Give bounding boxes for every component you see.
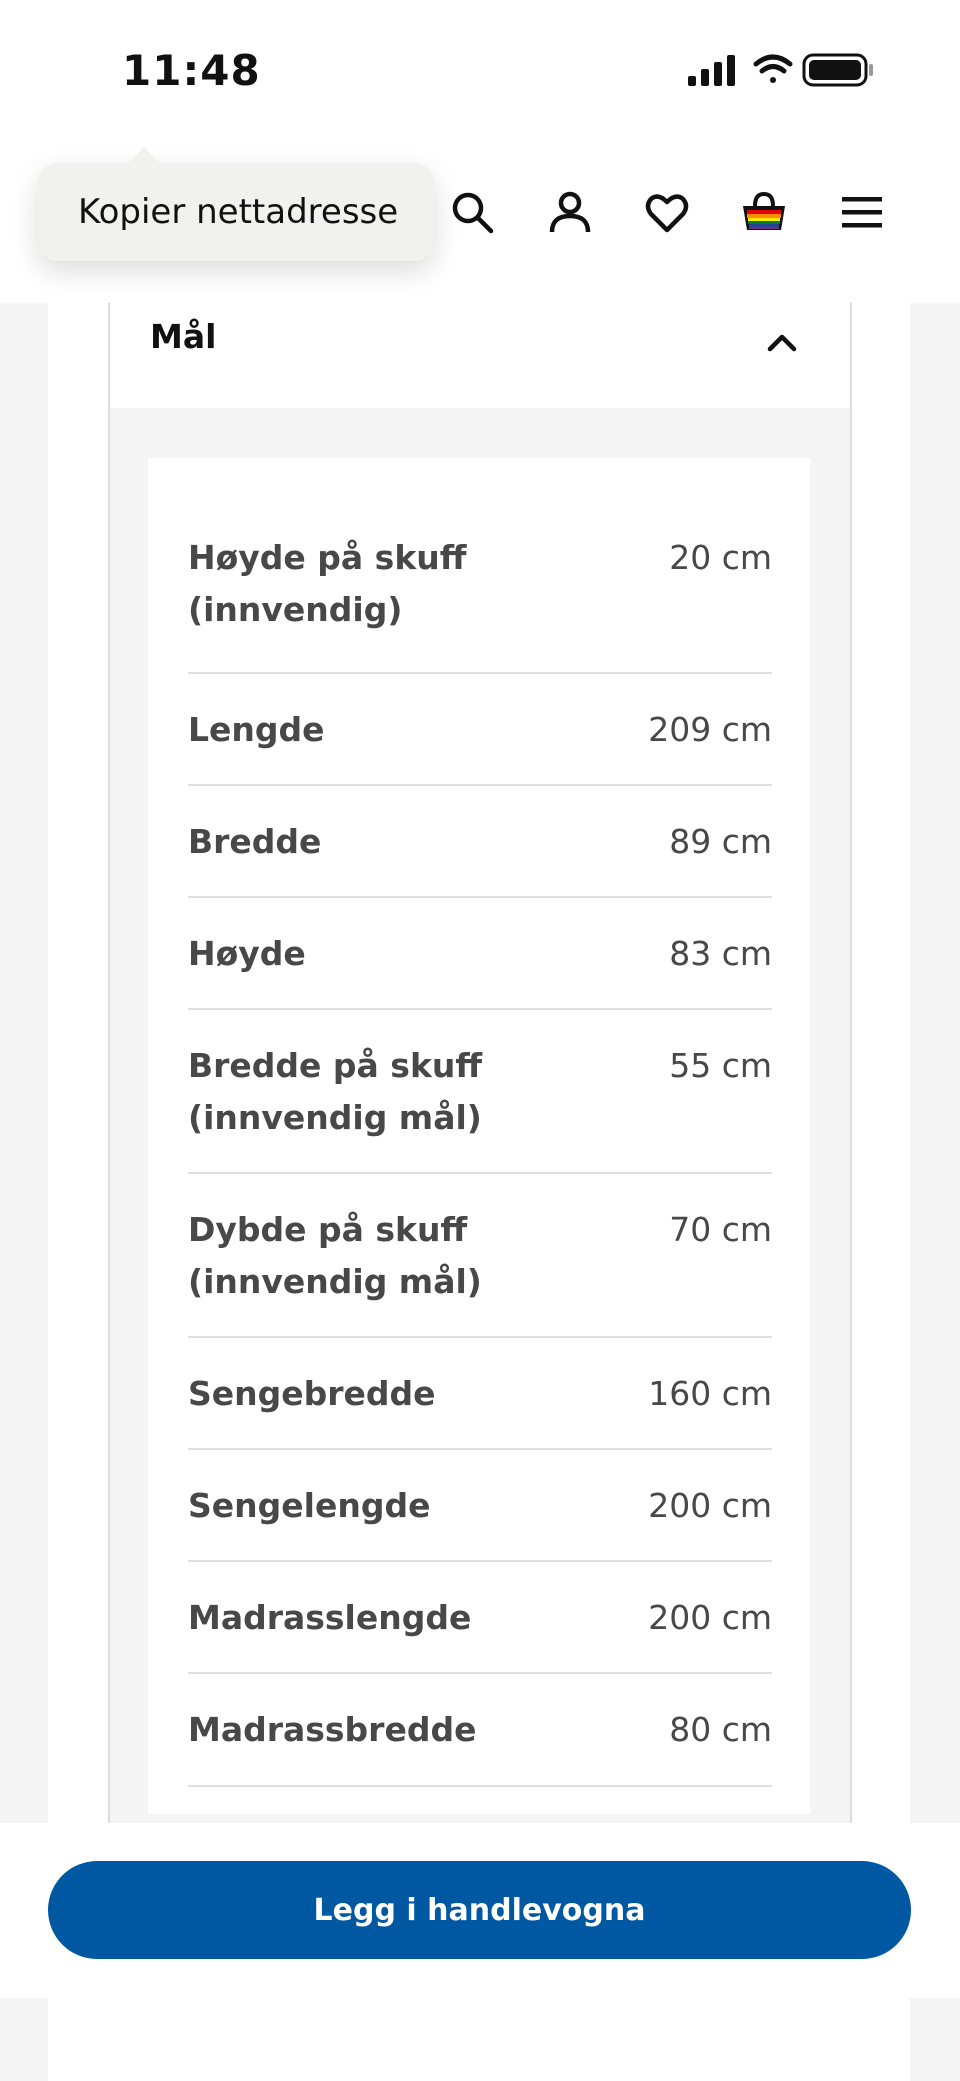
battery-icon bbox=[804, 55, 873, 85]
dimension-label: Lengde bbox=[188, 710, 325, 749]
dimension-row bbox=[188, 1674, 772, 1787]
dimension-label: Høyde bbox=[188, 934, 306, 973]
tooltip-label: Kopier nettadresse bbox=[78, 192, 399, 232]
dimension-label: Madrasslengde bbox=[188, 1598, 472, 1637]
dimension-row bbox=[188, 508, 772, 674]
dimension-row bbox=[188, 1450, 772, 1562]
search-icon[interactable] bbox=[448, 188, 496, 236]
dimension-value: 200 cm bbox=[648, 1598, 772, 1637]
status-icons bbox=[680, 52, 880, 88]
cellular-signal-icon bbox=[688, 55, 735, 86]
dimensions-title: Mål bbox=[150, 317, 217, 356]
dimension-label: Sengelengde bbox=[188, 1486, 431, 1525]
dimension-row bbox=[188, 1562, 772, 1674]
dimension-label: Madrassbredde bbox=[188, 1710, 477, 1749]
copy-url-tooltip[interactable] bbox=[38, 163, 434, 261]
account-icon[interactable] bbox=[546, 188, 594, 236]
status-bar bbox=[0, 0, 960, 140]
dimension-label: Høyde på skuff (innvendig) bbox=[188, 538, 467, 629]
dimension-label: Dybde på skuff (innvendig mål) bbox=[188, 1210, 482, 1301]
dimension-value: 20 cm bbox=[669, 538, 772, 577]
dimension-row bbox=[188, 674, 772, 786]
dimension-label: Sengebredde bbox=[188, 1374, 436, 1413]
dimension-row bbox=[188, 1174, 772, 1338]
dimension-value: 80 cm bbox=[669, 1710, 772, 1749]
chevron-up-icon bbox=[764, 325, 800, 361]
next-section-card bbox=[48, 1998, 910, 2081]
dimensions-accordion bbox=[108, 303, 852, 1823]
tooltip-arrow bbox=[126, 147, 162, 165]
dimension-value: 200 cm bbox=[648, 1486, 772, 1525]
dimension-row bbox=[188, 1010, 772, 1174]
dimension-value: 209 cm bbox=[648, 710, 772, 749]
dimension-value: 160 cm bbox=[648, 1374, 772, 1413]
menu-icon[interactable] bbox=[838, 188, 886, 236]
dimensions-accordion-body bbox=[110, 408, 850, 1823]
favourites-heart-icon[interactable] bbox=[643, 188, 691, 236]
dimension-row bbox=[188, 786, 772, 898]
dimensions-accordion-header[interactable] bbox=[110, 303, 850, 408]
add-to-cart-button[interactable]: Legg i handlevogna bbox=[48, 1861, 911, 1959]
dimensions-table bbox=[148, 458, 810, 1814]
dimension-row bbox=[188, 1338, 772, 1450]
dimension-value: 89 cm bbox=[669, 822, 772, 861]
dimensions-list bbox=[188, 508, 772, 1787]
dimension-value: 83 cm bbox=[669, 934, 772, 973]
dimension-value: 70 cm bbox=[669, 1210, 772, 1249]
dimension-row bbox=[188, 898, 772, 1010]
dimension-label: Bredde på skuff (innvendig mål) bbox=[188, 1046, 483, 1137]
wifi-icon bbox=[756, 57, 790, 83]
dimension-label: Bredde bbox=[188, 822, 322, 861]
status-time: 11:48 bbox=[122, 46, 261, 95]
shopping-bag-icon[interactable] bbox=[740, 188, 788, 236]
dimension-value: 55 cm bbox=[669, 1046, 772, 1085]
